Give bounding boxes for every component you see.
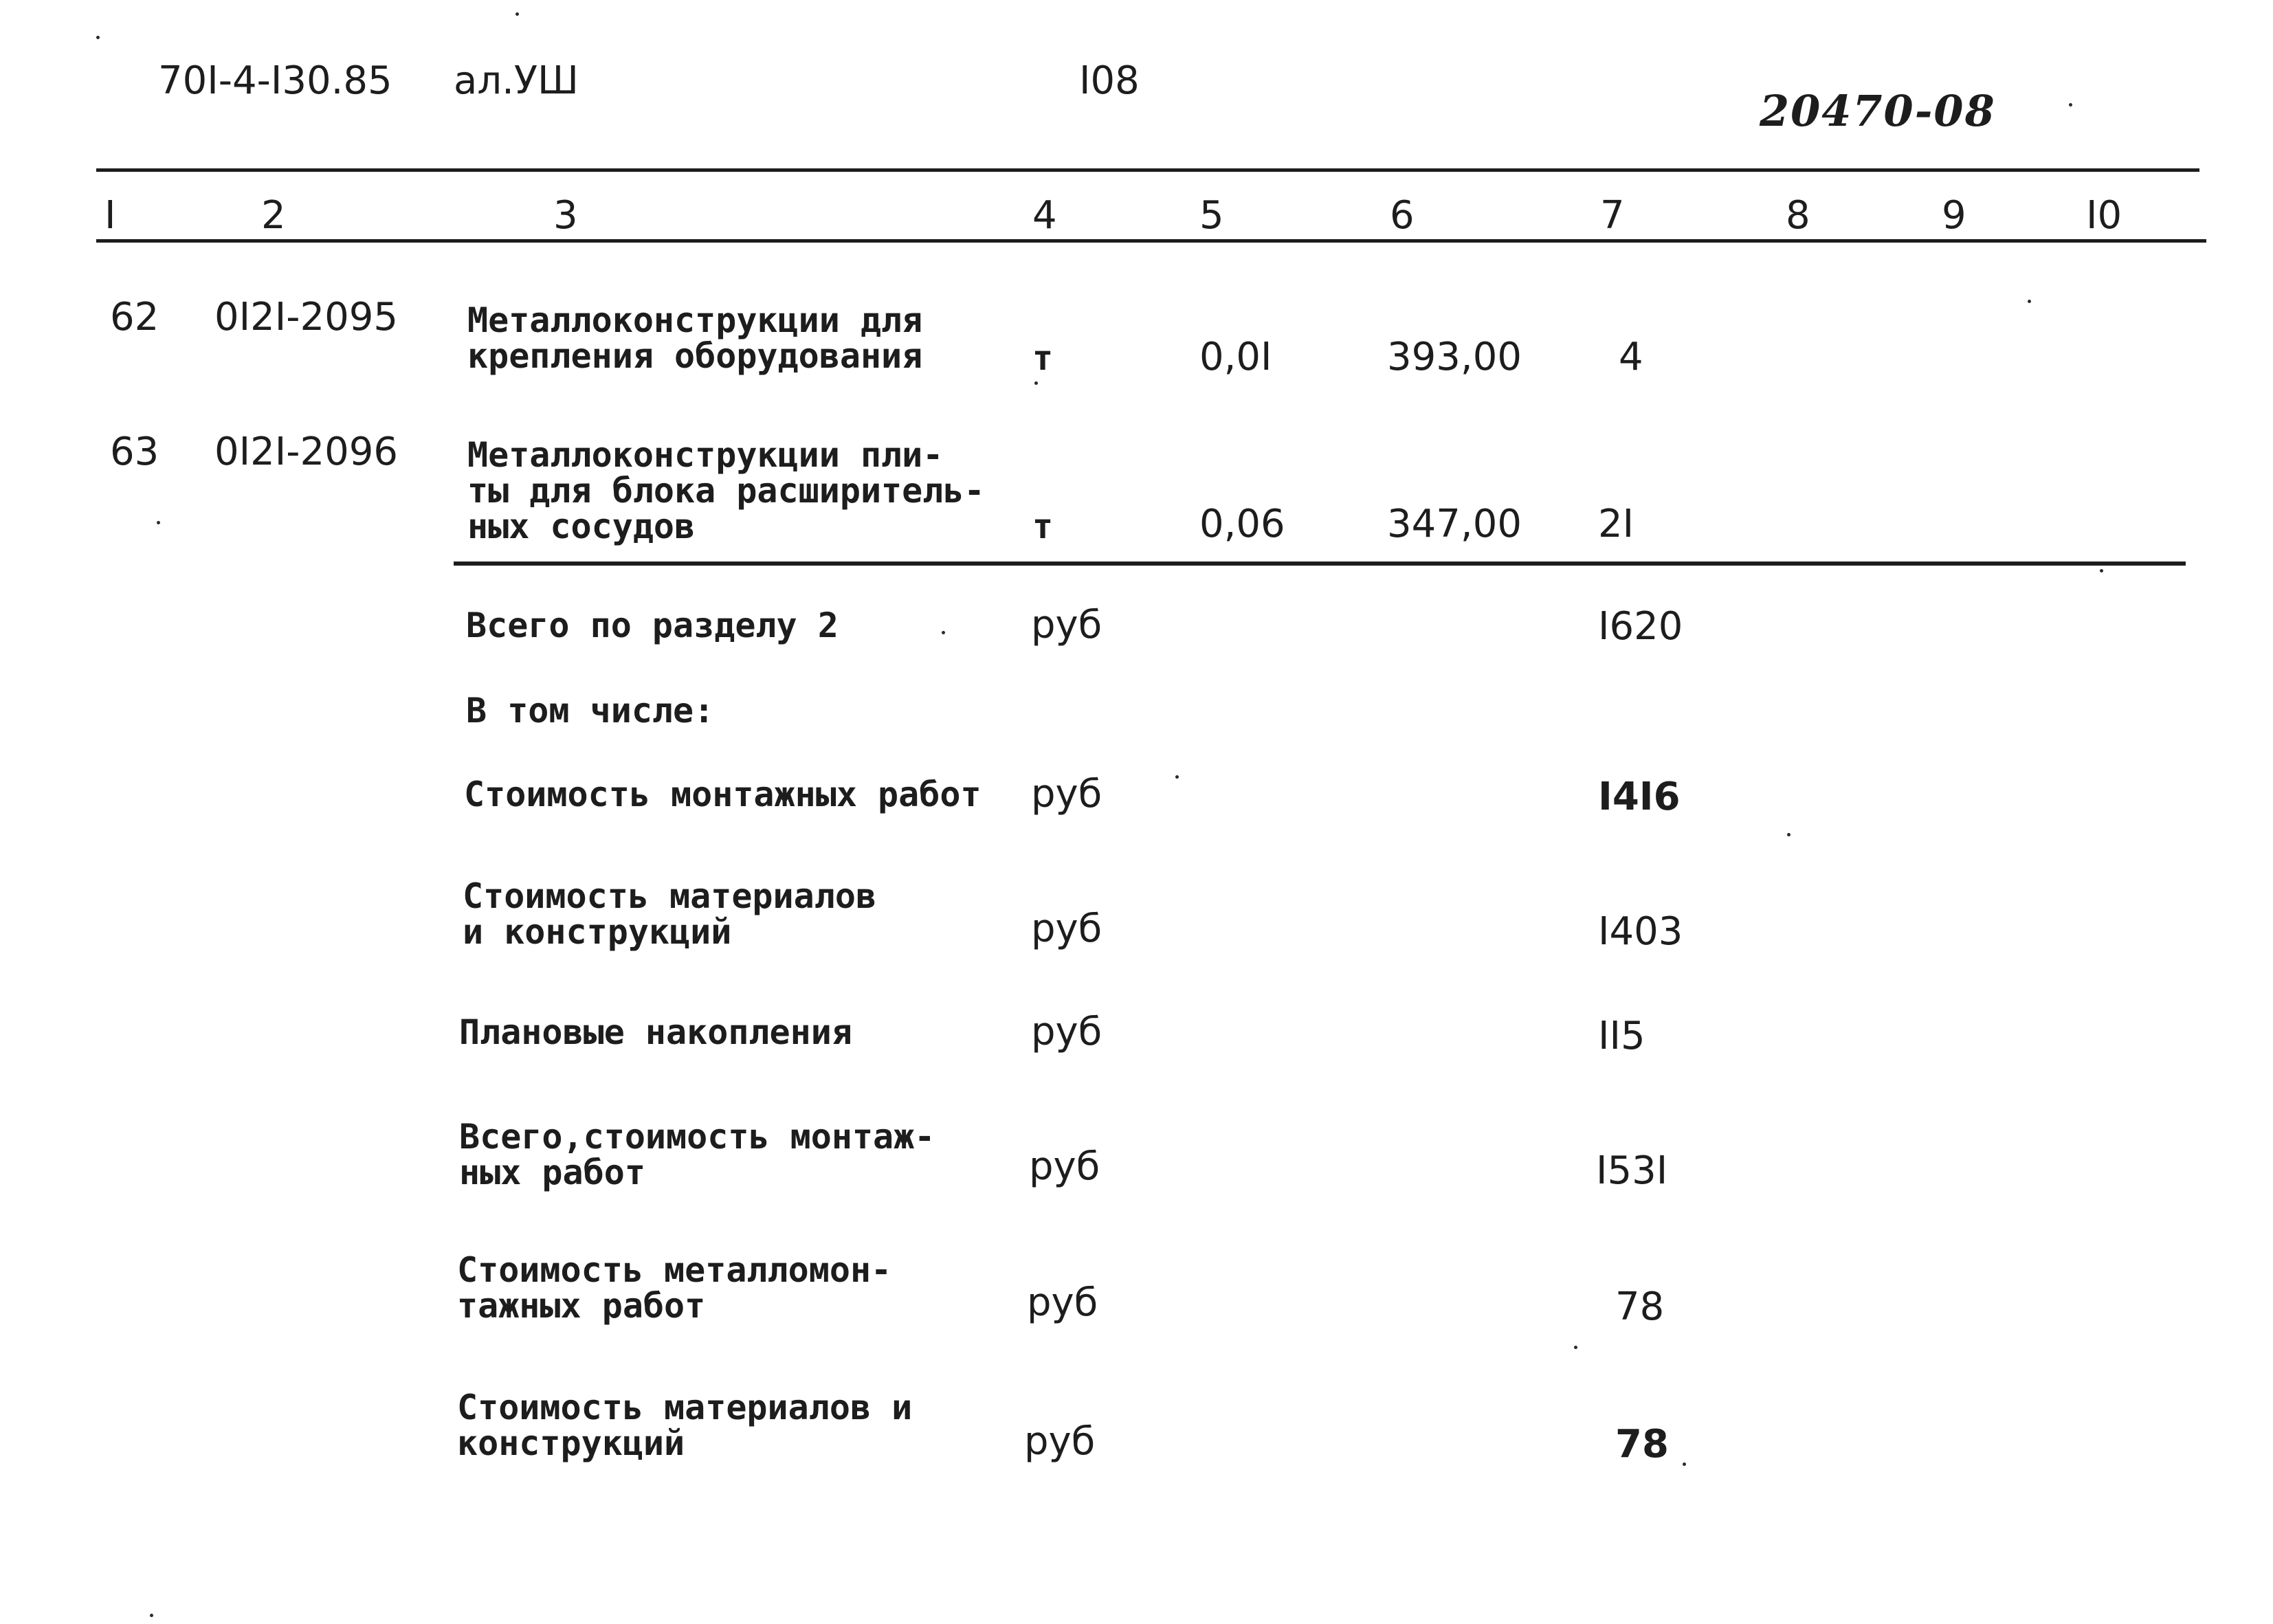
item-63-unit: т xyxy=(1032,507,1054,546)
summary-total-installation-label: Всего,стоимость монтаж- ных работ xyxy=(459,1117,935,1192)
scan-speck xyxy=(1175,775,1179,779)
summary-planned-savings-label: Плановые накопления xyxy=(459,1012,852,1052)
summary-installation-cost-unit: руб xyxy=(1031,772,1102,816)
summary-section-total-value: I620 xyxy=(1598,604,1683,649)
scan-speck xyxy=(2100,569,2103,572)
column-header-2: 2 xyxy=(261,193,286,238)
item-63-description: Металлоконструкции пли- ты для блока расширитель- ных сосудов xyxy=(467,435,985,546)
column-header-3: 3 xyxy=(553,193,578,238)
scan-speck xyxy=(1574,1346,1577,1349)
item-62-description: Металлоконструкции для крепления оборудования xyxy=(467,300,923,376)
item-62-number: 62 xyxy=(110,295,159,340)
summary-planned-savings-unit: руб xyxy=(1031,1010,1102,1054)
item-62-code: 0I2I-2095 xyxy=(214,295,399,340)
scan-speck xyxy=(1034,381,1038,385)
summary-metal-installation-value: 78 xyxy=(1615,1284,1665,1329)
item-62-total: 4 xyxy=(1619,335,1643,379)
item-62-unit: т xyxy=(1032,338,1054,378)
document-code: 70I-4-I30.85 xyxy=(158,58,392,103)
summary-total-installation-value: I53I xyxy=(1596,1148,1668,1193)
column-header-1: I xyxy=(104,193,116,238)
scan-speck xyxy=(2069,103,2072,107)
handwritten-reference: 20470-08 xyxy=(1760,86,1996,136)
album-number: ал.УШ xyxy=(454,58,579,103)
scan-speck xyxy=(2028,300,2031,303)
summary-materials-cost-unit: руб xyxy=(1031,906,1102,951)
column-header-8: 8 xyxy=(1786,193,1810,238)
summary-materials-cost-label: Стоимость материалов и конструкций xyxy=(463,876,877,952)
item-63-number: 63 xyxy=(110,430,159,474)
header-bottom-rule xyxy=(96,239,2206,243)
scan-speck xyxy=(1787,833,1790,836)
column-header-10: I0 xyxy=(2086,193,2122,238)
summary-installation-cost-label: Стоимость монтажных работ xyxy=(464,775,982,814)
column-header-6: 6 xyxy=(1390,193,1415,238)
item-63-quantity: 0,06 xyxy=(1199,502,1285,546)
summary-section-total-unit: руб xyxy=(1031,603,1102,647)
summary-including-label: В том числе: xyxy=(466,691,715,731)
summary-metal-materials-label: Стоимость материалов и конструкций xyxy=(457,1388,913,1463)
item-63-total: 2I xyxy=(1598,502,1634,546)
section-divider-rule xyxy=(454,561,2186,566)
table-top-rule xyxy=(96,168,2199,172)
column-header-4: 4 xyxy=(1032,193,1057,238)
page-number: I08 xyxy=(1079,58,1140,103)
summary-installation-cost-value: I4I6 xyxy=(1598,775,1681,819)
summary-metal-materials-value: 78 xyxy=(1615,1422,1669,1467)
item-62-price: 393,00 xyxy=(1387,335,1522,379)
scan-speck xyxy=(942,631,945,634)
summary-section-total-label: Всего по разделу 2 xyxy=(466,605,839,645)
scan-speck xyxy=(515,12,519,16)
item-63-price: 347,00 xyxy=(1387,502,1522,546)
column-header-9: 9 xyxy=(1942,193,1966,238)
summary-metal-installation-label: Стоимость металломон- тажных работ xyxy=(457,1250,892,1326)
scan-speck xyxy=(150,1614,153,1617)
item-63-code: 0I2I-2096 xyxy=(214,430,399,474)
summary-total-installation-unit: руб xyxy=(1029,1144,1100,1189)
item-62-quantity: 0,0I xyxy=(1199,335,1272,379)
summary-materials-cost-value: I403 xyxy=(1598,909,1683,954)
summary-metal-materials-unit: руб xyxy=(1024,1419,1096,1464)
summary-metal-installation-unit: руб xyxy=(1027,1280,1098,1325)
scan-speck xyxy=(157,521,160,524)
column-header-5: 5 xyxy=(1199,193,1224,238)
scan-speck xyxy=(96,36,100,39)
scan-speck xyxy=(1683,1462,1686,1466)
summary-planned-savings-value: II5 xyxy=(1598,1014,1645,1058)
column-header-7: 7 xyxy=(1600,193,1625,238)
